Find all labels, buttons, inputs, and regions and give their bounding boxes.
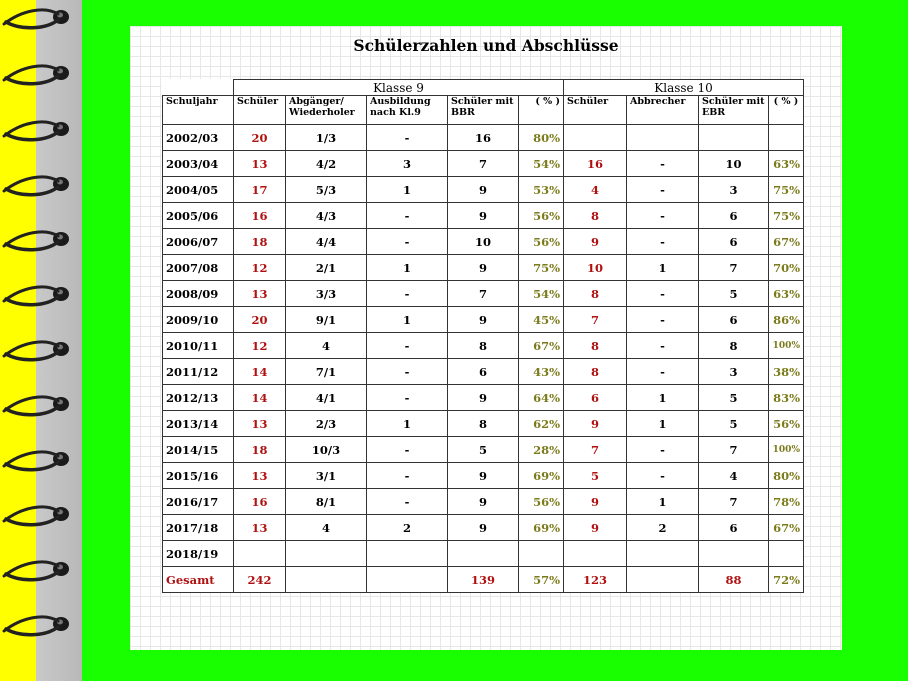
binder-ring-icon [0,442,82,482]
cell-ausb: - [367,203,448,229]
cell-abbr: - [627,437,699,463]
cell-year: 2013/14 [163,411,234,437]
cell-bbr: 9 [448,255,519,281]
cell-p10: 78% [769,489,804,515]
cell-bbr: 9 [448,463,519,489]
cell-s9: 13 [234,151,286,177]
cell-s10: 9 [564,229,627,255]
cell-p10: 63% [769,281,804,307]
cell-p10: 67% [769,515,804,541]
binder-ring-icon [0,0,82,40]
table-row [163,177,804,203]
cell-s10 [564,125,627,151]
cell-abbr: - [627,307,699,333]
cell-abg: 8/1 [286,489,367,515]
binder-ring-icon [0,552,82,592]
cell-s9: 13 [234,281,286,307]
cell-p10: 63% [769,151,804,177]
cell-abg: 3/3 [286,281,367,307]
table-row [163,437,804,463]
cell-s9: 14 [234,359,286,385]
cell-ausb: - [367,333,448,359]
table-row [163,541,804,567]
cell-p9: 54% [519,281,564,307]
cell-s9: 20 [234,125,286,151]
statistics-table [162,79,804,593]
cell-s9: 14 [234,385,286,411]
cell-p10: 70% [769,255,804,281]
cell-p10: 67% [769,229,804,255]
cell-p10: 100% [769,333,804,359]
group-header-klasse-10: Klasse 10 [564,80,804,96]
binder-ring-icon [0,497,82,537]
cell-ebr: 5 [699,411,769,437]
cell-p9: 64% [519,385,564,411]
cell-p10 [769,125,804,151]
cell-ausb: 1 [367,177,448,203]
cell-abg: 4/4 [286,229,367,255]
cell-ausb: 2 [367,515,448,541]
cell-s9: 16 [234,203,286,229]
cell-abg [286,567,367,593]
cell-abbr: - [627,229,699,255]
cell-s10: 4 [564,177,627,203]
cell-ebr [699,125,769,151]
cell-ebr: 3 [699,359,769,385]
cell-year: 2008/09 [163,281,234,307]
cell-abbr: - [627,359,699,385]
cell-p9: 69% [519,515,564,541]
cell-abbr: - [627,151,699,177]
binder-ring-icon [0,332,82,372]
cell-s9: 20 [234,307,286,333]
cell-ebr: 6 [699,203,769,229]
cell-bbr: 5 [448,437,519,463]
cell-p10: 56% [769,411,804,437]
cell-abg: 9/1 [286,307,367,333]
cell-ausb: 1 [367,255,448,281]
col-header-abgaenger: Abgänger/ Wiederholer [286,96,367,125]
cell-abbr [627,541,699,567]
cell-ebr: 7 [699,489,769,515]
cell-s10: 8 [564,203,627,229]
cell-abg: 3/1 [286,463,367,489]
cell-abg [286,541,367,567]
cell-s10: 7 [564,437,627,463]
cell-s10: 8 [564,281,627,307]
cell-p10 [769,541,804,567]
table-row [163,151,804,177]
cell-ebr: 7 [699,255,769,281]
binder-ring-icon [0,277,82,317]
cell-p9: 69% [519,463,564,489]
cell-ausb: - [367,125,448,151]
binder-ring-icon [0,56,82,96]
cell-abbr [627,567,699,593]
cell-s10: 9 [564,411,627,437]
binder-ring-icon [0,607,82,647]
table-row [163,333,804,359]
col-header-ausbildung: Ausbildung nach Kl.9 [367,96,448,125]
cell-p10: 80% [769,463,804,489]
cell-p9: 67% [519,333,564,359]
cell-p9: 54% [519,151,564,177]
cell-ausb: 1 [367,307,448,333]
cell-abg: 4 [286,333,367,359]
cell-bbr: 8 [448,411,519,437]
cell-p9: 80% [519,125,564,151]
cell-ausb: - [367,489,448,515]
cell-bbr: 6 [448,359,519,385]
cell-abg: 4/1 [286,385,367,411]
table-row [163,359,804,385]
cell-year: 2017/18 [163,515,234,541]
cell-year: 2004/05 [163,177,234,203]
cell-p9: 56% [519,203,564,229]
cell-ebr: 6 [699,515,769,541]
cell-ebr [699,541,769,567]
col-header-percent-9: ( % ) [519,96,564,125]
cell-year: 2011/12 [163,359,234,385]
cell-year: 2018/19 [163,541,234,567]
cell-abbr: - [627,203,699,229]
cell-p9: 53% [519,177,564,203]
cell-s9: 16 [234,489,286,515]
cell-p10: 83% [769,385,804,411]
cell-ebr: 8 [699,333,769,359]
cell-bbr: 7 [448,151,519,177]
group-header-klasse-9: Klasse 9 [234,80,564,96]
cell-ausb: - [367,385,448,411]
cell-year: 2015/16 [163,463,234,489]
cell-s10: 7 [564,307,627,333]
cell-abbr: 2 [627,515,699,541]
cell-ausb [367,567,448,593]
col-header-schuljahr: Schuljahr [163,96,234,125]
cell-abbr: 1 [627,411,699,437]
cell-ebr: 7 [699,437,769,463]
cell-s10: 10 [564,255,627,281]
cell-bbr: 9 [448,385,519,411]
cell-year: 2010/11 [163,333,234,359]
cell-abg: 10/3 [286,437,367,463]
cell-s9: 17 [234,177,286,203]
cell-s9: 13 [234,515,286,541]
cell-ausb: - [367,463,448,489]
cell-p10: 38% [769,359,804,385]
cell-s9: 18 [234,229,286,255]
cell-abbr: 1 [627,385,699,411]
binder-ring-icon [0,387,82,427]
col-header-abbrecher: Abbrecher [627,96,699,125]
cell-abbr: - [627,177,699,203]
col-header-ebr: Schüler mit EBR [699,96,769,125]
cell-bbr: 9 [448,489,519,515]
cell-s9: 13 [234,463,286,489]
col-header-bbr: Schüler mit BBR [448,96,519,125]
cell-s10: 8 [564,359,627,385]
cell-s10: 8 [564,333,627,359]
page-title: Schülerzahlen und Abschlüsse [353,36,619,55]
table-row [163,281,804,307]
grid-paper-sheet [130,26,842,650]
cell-year: 2003/04 [163,151,234,177]
cell-bbr: 139 [448,567,519,593]
table-row [163,125,804,151]
cell-abbr: - [627,463,699,489]
cell-s10 [564,541,627,567]
cell-ausb: 1 [367,411,448,437]
cell-abbr [627,125,699,151]
cell-year: 2016/17 [163,489,234,515]
cell-p9 [519,541,564,567]
cell-year: 2006/07 [163,229,234,255]
cell-s10: 9 [564,489,627,515]
col-header-schueler-9: Schüler [234,96,286,125]
cell-year: 2002/03 [163,125,234,151]
cell-bbr [448,541,519,567]
cell-p9: 75% [519,255,564,281]
cell-bbr: 7 [448,281,519,307]
table-row [163,229,804,255]
cell-bbr: 9 [448,307,519,333]
cell-abbr: - [627,281,699,307]
binder-ring-icon [0,222,82,262]
cell-abg: 4/2 [286,151,367,177]
cell-abg: 4 [286,515,367,541]
cell-s9: 12 [234,255,286,281]
cell-s10: 123 [564,567,627,593]
cell-abbr: 1 [627,489,699,515]
cell-abg: 7/1 [286,359,367,385]
cell-bbr: 9 [448,515,519,541]
cell-p10: 75% [769,177,804,203]
cell-s10: 5 [564,463,627,489]
cell-p9: 56% [519,489,564,515]
table-row [163,203,804,229]
cell-ebr: 5 [699,385,769,411]
cell-ausb: - [367,359,448,385]
cell-year: 2014/15 [163,437,234,463]
cell-p10: 72% [769,567,804,593]
cell-year: 2012/13 [163,385,234,411]
table-row [163,411,804,437]
cell-ausb: - [367,281,448,307]
cell-p9: 56% [519,229,564,255]
cell-abg: 1/3 [286,125,367,151]
cell-p10: 86% [769,307,804,333]
cell-ausb: 3 [367,151,448,177]
cell-ebr: 4 [699,463,769,489]
cell-bbr: 10 [448,229,519,255]
cell-ebr: 3 [699,177,769,203]
cell-p9: 62% [519,411,564,437]
cell-p9: 28% [519,437,564,463]
table-row [163,515,804,541]
cell-ebr: 6 [699,307,769,333]
cell-year: 2009/10 [163,307,234,333]
cell-abbr: - [627,333,699,359]
col-header-percent-10: ( % ) [769,96,804,125]
cell-bbr: 9 [448,203,519,229]
cell-abbr: 1 [627,255,699,281]
binder-ring-icon [0,112,82,152]
cell-s10: 16 [564,151,627,177]
binder-ring-icon [0,167,82,207]
cell-s9: 242 [234,567,286,593]
cell-s10: 6 [564,385,627,411]
cell-ebr: 5 [699,281,769,307]
cell-bbr: 16 [448,125,519,151]
cell-ebr: 6 [699,229,769,255]
cell-ausb [367,541,448,567]
cell-abg: 5/3 [286,177,367,203]
notebook-binder [0,0,82,681]
cell-p10: 75% [769,203,804,229]
cell-bbr: 9 [448,177,519,203]
table-row [163,385,804,411]
empty-corner [163,80,234,96]
table-row [163,307,804,333]
cell-s10: 9 [564,515,627,541]
total-row [163,567,804,593]
table-row [163,489,804,515]
cell-abg: 2/1 [286,255,367,281]
cell-s9: 13 [234,411,286,437]
cell-year: 2005/06 [163,203,234,229]
cell-abg: 4/3 [286,203,367,229]
cell-p9: 45% [519,307,564,333]
cell-p10: 100% [769,437,804,463]
cell-s9: 18 [234,437,286,463]
cell-ausb: - [367,437,448,463]
cell-abg: 2/3 [286,411,367,437]
cell-p9: 43% [519,359,564,385]
cell-ebr: 88 [699,567,769,593]
cell-s9: 12 [234,333,286,359]
cell-s9 [234,541,286,567]
cell-p9: 57% [519,567,564,593]
table-row [163,255,804,281]
cell-year: 2007/08 [163,255,234,281]
cell-ausb: - [367,229,448,255]
table-row [163,463,804,489]
cell-bbr: 8 [448,333,519,359]
cell-ebr: 10 [699,151,769,177]
col-header-schueler-10: Schüler [564,96,627,125]
cell-year: Gesamt [163,567,234,593]
